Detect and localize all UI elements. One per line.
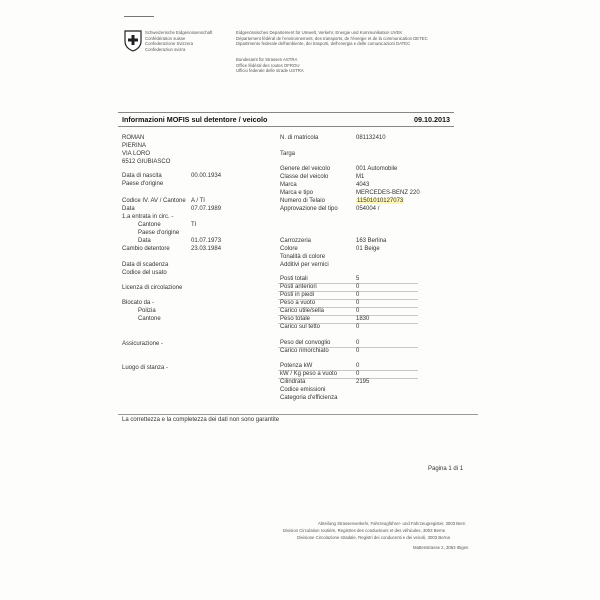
field-label: Tonalità di colore bbox=[280, 254, 326, 260]
field-label: Cilindrata bbox=[280, 379, 306, 385]
field-value: MERCEDES-BENZ 220 bbox=[356, 190, 420, 196]
field-label: Carico sul tetto bbox=[280, 324, 321, 330]
field-label: Carico utile/sella bbox=[280, 308, 325, 314]
field-label: Posti in piedi bbox=[280, 292, 315, 298]
department-line: Dipartimento federale dell'ambiente, dei trasporti, dell'energia e delle comunicazioni DATEC bbox=[236, 41, 411, 46]
field-value: 0 bbox=[356, 308, 360, 314]
field-label: Carrozzeria bbox=[280, 238, 312, 244]
field-label: kW / Kg peso a vuoto bbox=[280, 371, 338, 377]
field-label: Codice IV. AV / Cantone bbox=[122, 198, 186, 204]
document-date: 09.10.2013 bbox=[414, 115, 450, 124]
field-label: Peso del convoglio bbox=[280, 340, 331, 346]
federation-line: Confederaziun svizra bbox=[145, 46, 186, 52]
disclaimer: La correttezza e la completezza dei dati non sono garantite bbox=[122, 417, 280, 423]
field-label: Targa bbox=[280, 151, 296, 157]
field-label: Genere del veicolo bbox=[280, 166, 331, 172]
field-label: Cambio detentore bbox=[122, 246, 170, 252]
division-line: Division Circulation routière, Registres des conducteurs et des véhicules, 3003 Berne bbox=[283, 528, 446, 533]
federation-line: Confédération suisse bbox=[145, 35, 186, 41]
field-label: N. di matricola bbox=[280, 135, 319, 141]
field-value: 1830 bbox=[356, 316, 370, 322]
top-rule bbox=[124, 16, 154, 17]
field-value: M1 bbox=[356, 174, 365, 180]
federation-line: Confederazione Svizzera bbox=[145, 41, 194, 46]
field-label: Codice del usato bbox=[122, 270, 167, 276]
field-value: 07.07.1989 bbox=[191, 206, 222, 212]
chassis-number-highlight: 11501010127073 bbox=[357, 198, 404, 204]
field-label: Approvazione del tipo bbox=[280, 206, 338, 212]
field-label: Luogo di stanza - bbox=[122, 365, 169, 371]
field-value: 0 bbox=[356, 363, 360, 369]
division-line: Divisione Circolazione stradale, Registri dei conducenti e dei veicoli, 3003 Berna bbox=[297, 535, 450, 540]
footer-rule bbox=[118, 414, 478, 415]
field-label: Potenza kW bbox=[280, 363, 313, 369]
holder-name: ROMAN bbox=[122, 135, 145, 141]
field-value: 5 bbox=[356, 276, 360, 282]
holder-first-name: PIERINA bbox=[122, 143, 147, 149]
field-label: Peso totale bbox=[280, 316, 311, 322]
title-rule-bottom bbox=[118, 126, 454, 127]
field-value: 0 bbox=[356, 284, 360, 290]
field-value: 0 bbox=[356, 324, 360, 330]
field-label: Cantone bbox=[138, 222, 161, 228]
field-value: TI bbox=[191, 222, 197, 228]
field-label: Numero di Telaio bbox=[280, 198, 325, 204]
office-line: Ufficio federale delle strade USTRA bbox=[236, 68, 304, 73]
federation-line: Schweizerische Eidgenossenschaft bbox=[145, 30, 213, 35]
field-label: Classe del veicolo bbox=[280, 174, 329, 180]
field-value: 0 bbox=[356, 292, 360, 298]
field-label: Marca bbox=[280, 182, 297, 188]
field-label: Data di scadenza bbox=[122, 262, 169, 268]
field-label: Peso a vuoto bbox=[280, 300, 316, 306]
field-label: Posti anteriori bbox=[280, 284, 317, 290]
field-label: Blocato da - bbox=[122, 300, 155, 306]
division-line: Abteilung Strassenverkehr, Fahrzeugführer- und Fahrzeugregister, 3003 Bern bbox=[318, 521, 466, 526]
field-value: 0 bbox=[356, 348, 360, 354]
field-label: Posti totali bbox=[280, 276, 308, 282]
field-label: Additivi per vernici bbox=[280, 262, 329, 268]
field-value: 163 Berlina bbox=[356, 238, 387, 244]
field-label: Assicurazione - bbox=[122, 341, 164, 347]
field-value: 0 bbox=[356, 340, 360, 346]
field-value: 0 bbox=[356, 300, 360, 306]
field-value: 054004 / bbox=[356, 206, 380, 212]
address: Mattenstrasse 2, 3063 Ittigen bbox=[413, 545, 469, 550]
page-number: Pagina 1 di 1 bbox=[428, 466, 464, 472]
field-label: Paese d'origine bbox=[138, 230, 180, 236]
document-title: Informazioni MOFIS sul detentore / veicolo bbox=[122, 115, 268, 124]
field-value: 081132410 bbox=[356, 135, 386, 141]
field-label: Colore bbox=[280, 246, 298, 252]
field-value: 2195 bbox=[356, 379, 370, 385]
field-label: Data di nascita bbox=[122, 173, 162, 179]
department-line: Département fédéral de l'environnement, des transports, de l'énergie et de la communication DETEC bbox=[236, 35, 428, 41]
field-value: 00.00.1934 bbox=[191, 173, 222, 179]
field-label: Data bbox=[138, 238, 151, 244]
field-label: Licenza di circolazione bbox=[122, 285, 183, 291]
field-label: Codice emissioni bbox=[280, 387, 326, 393]
field-label: Data bbox=[122, 206, 135, 212]
field-value: 4043 bbox=[356, 182, 370, 188]
holder-city: 6512 GIUBIASCO bbox=[122, 159, 171, 165]
field-value: 23.03.1984 bbox=[191, 246, 222, 252]
field-label: Categoria d'efficienza bbox=[280, 395, 338, 401]
swiss-coat-of-arms-icon bbox=[124, 30, 142, 52]
field-value: 01.07.1973 bbox=[191, 238, 222, 244]
field-label: 1.a entrata in circ. - bbox=[122, 214, 174, 220]
office-line: Bundesamt für Strassen ASTRA bbox=[236, 57, 298, 62]
title-rule-top bbox=[118, 112, 454, 113]
field-label: Paese d'origine bbox=[122, 181, 164, 187]
office-line: Office fédéral des routes OFROU bbox=[236, 62, 300, 68]
field-label: Cantone bbox=[138, 316, 161, 322]
field-value: 0 bbox=[356, 371, 360, 377]
holder-street: VIA LORO bbox=[122, 151, 151, 157]
field-label: Marca e tipo bbox=[280, 190, 314, 196]
field-label: Carico rimorchiato bbox=[280, 348, 329, 354]
field-value: 001 Automobile bbox=[356, 166, 398, 172]
field-label: Polizia bbox=[138, 308, 156, 314]
department-line: Eidgenössisches Departement für Umwelt, Verkehr, Energie und Kommunikation UVEK bbox=[236, 30, 403, 35]
field-value: A / TI bbox=[191, 198, 205, 204]
field-value: 01 Beige bbox=[356, 246, 380, 252]
